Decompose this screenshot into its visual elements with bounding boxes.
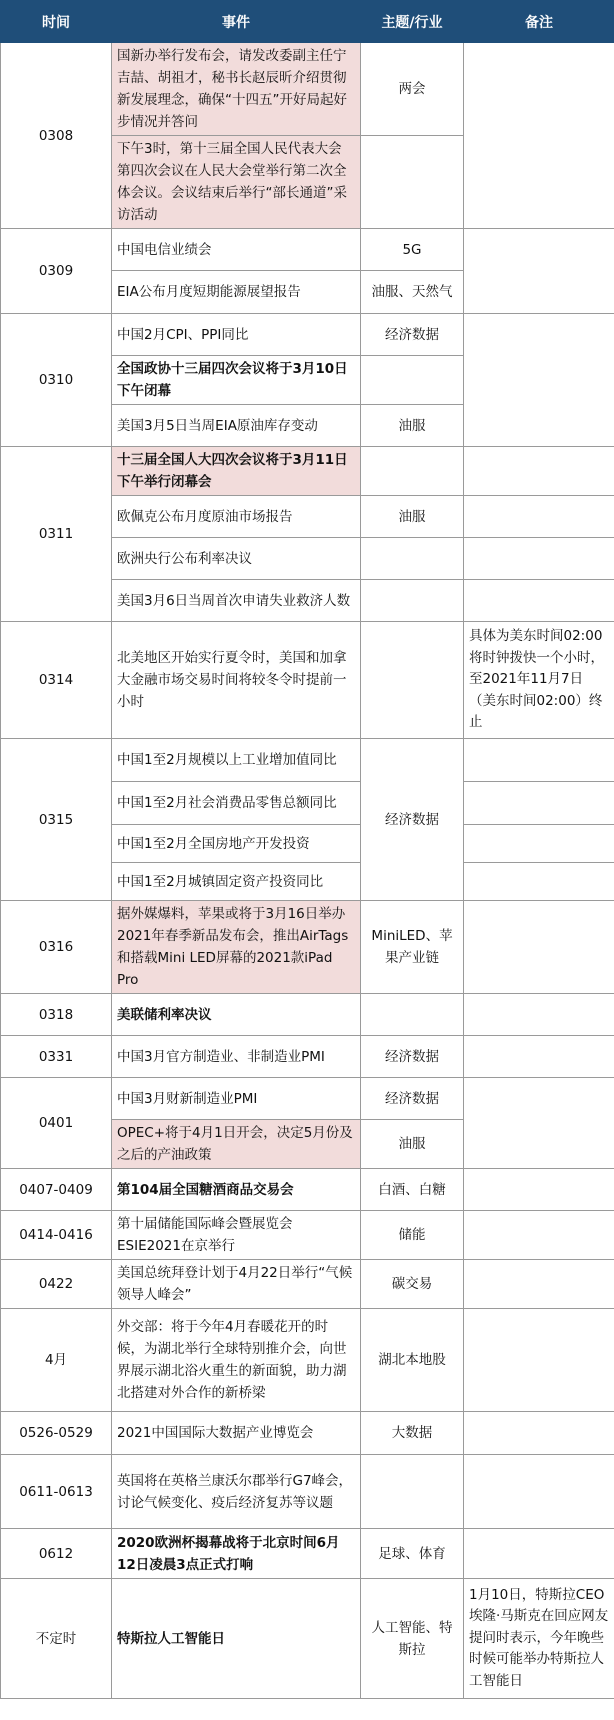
note-cell [464, 1211, 614, 1260]
event-cell: 第十届储能国际峰会暨展览会ESIE2021在京举行 [112, 1211, 361, 1260]
industry-cell: 油服、天然气 [361, 271, 464, 314]
note-cell [464, 1036, 614, 1078]
event-cell: 美国总统拜登计划于4月22日举行“气候领导人峰会” [112, 1260, 361, 1309]
industry-cell: 白酒、白糖 [361, 1169, 464, 1211]
note-cell [464, 447, 614, 496]
time-cell: 0612 [1, 1529, 112, 1579]
table-row [1, 314, 614, 356]
event-cell: 外交部：将于今年4月春暖花开的时候，为湖北举行全球特别推介会，向世界展示湖北浴火重生的新面貌，助力湖北搭建对外合作的新桥梁 [112, 1309, 361, 1412]
table-row [1, 447, 614, 496]
table-row [1, 1036, 614, 1078]
industry-cell [361, 538, 464, 580]
event-cell: 国新办举行发布会，请发改委副主任宁吉喆、胡祖才，秘书长赵辰昕介绍贯彻新发展理念，确保“十四五”开好局起好步情况并答问 [112, 43, 361, 136]
event-cell: 中国3月财新制造业PMI [112, 1078, 361, 1120]
event-cell: 中国2月CPI、PPI同比 [112, 314, 361, 356]
event-cell: 中国1至2月全国房地产开发投资 [112, 825, 361, 863]
industry-cell: 碳交易 [361, 1260, 464, 1309]
event-cell: 十三届全国人大四次会议将于3月11日下午举行闭幕会 [112, 447, 361, 496]
event-cell: 英国将在英格兰康沃尔郡举行G7峰会，讨论气候变化、疫后经济复苏等议题 [112, 1455, 361, 1529]
note-cell [464, 1169, 614, 1211]
time-cell: 0401 [1, 1078, 112, 1169]
table-row [1, 739, 614, 782]
note-cell [464, 1309, 614, 1412]
industry-cell [361, 1455, 464, 1529]
time-cell: 0311 [1, 447, 112, 622]
note-cell [464, 863, 614, 901]
time-cell: 0422 [1, 1260, 112, 1309]
industry-cell [361, 580, 464, 622]
header-row [1, 1, 614, 43]
industry-cell [361, 447, 464, 496]
table-row [1, 229, 614, 271]
industry-cell: 经济数据 [361, 1078, 464, 1120]
industry-cell: 5G [361, 229, 464, 271]
note-cell [464, 43, 614, 229]
industry-cell: 大数据 [361, 1412, 464, 1455]
table-row [1, 1579, 614, 1699]
time-cell: 4月 [1, 1309, 112, 1412]
note-cell [464, 1412, 614, 1455]
time-cell: 0331 [1, 1036, 112, 1078]
header-event: 事件 [112, 1, 361, 43]
event-cell: 全国政协十三届四次会议将于3月10日下午闭幕 [112, 356, 361, 405]
note-cell [464, 994, 614, 1036]
table-row [1, 1529, 614, 1579]
industry-cell: 经济数据 [361, 1036, 464, 1078]
time-cell: 0407-0409 [1, 1169, 112, 1211]
event-cell: 据外媒爆料，苹果或将于3月16日举办2021年春季新品发布会，推出AirTags和搭载Mini LED屏幕的2021款iPad Pro [112, 901, 361, 994]
industry-cell: 油服 [361, 496, 464, 538]
industry-cell [361, 356, 464, 405]
event-cell: 北美地区开始实行夏令时，美国和加拿大金融市场交易时间将较冬令时提前一小时 [112, 622, 361, 739]
note-cell [464, 1455, 614, 1529]
note-cell [464, 901, 614, 994]
note-cell [464, 782, 614, 825]
table-row [1, 994, 614, 1036]
industry-cell: 储能 [361, 1211, 464, 1260]
industry-cell: 油服 [361, 1120, 464, 1169]
time-cell: 0318 [1, 994, 112, 1036]
event-cell: 欧佩克公布月度原油市场报告 [112, 496, 361, 538]
note-cell: 1月10日，特斯拉CEO埃隆·马斯克在回应网友提问时表示，今年晚些时候可能举办特斯拉人工智能日 [464, 1579, 614, 1699]
time-cell: 0414-0416 [1, 1211, 112, 1260]
time-cell: 0611-0613 [1, 1455, 112, 1529]
header-industry: 主题/行业 [361, 1, 464, 43]
event-cell: 下午3时，第十三届全国人民代表大会第四次会议在人民大会堂举行第二次全体会议。会议结束后举行“部长通道”采访活动 [112, 136, 361, 229]
event-cell: 美联储利率决议 [112, 994, 361, 1036]
time-cell: 0526-0529 [1, 1412, 112, 1455]
table-row [1, 1078, 614, 1120]
note-cell [464, 1529, 614, 1579]
event-cell: 2020欧洲杯揭幕战将于北京时间6月12日凌晨3点正式打响 [112, 1529, 361, 1579]
industry-cell: 油服 [361, 405, 464, 447]
event-cell: OPEC+将于4月1日开会，决定5月份及之后的产油政策 [112, 1120, 361, 1169]
note-cell: 具体为美东时间02:00将时钟拨快一个小时，至2021年11月7日（美东时间02:00）终止 [464, 622, 614, 739]
table-row [1, 1169, 614, 1211]
table-row [1, 43, 614, 136]
table-row [1, 1211, 614, 1260]
industry-cell: 经济数据 [361, 739, 464, 901]
event-cell: 美国3月6日当周首次申请失业救济人数 [112, 580, 361, 622]
event-cell: 中国1至2月社会消费品零售总额同比 [112, 782, 361, 825]
event-cell: 特斯拉人工智能日 [112, 1579, 361, 1699]
note-cell [464, 1260, 614, 1309]
note-cell [464, 229, 614, 314]
note-cell [464, 825, 614, 863]
industry-cell: 足球、体育 [361, 1529, 464, 1579]
event-cell: 中国1至2月城镇固定资产投资同比 [112, 863, 361, 901]
time-cell: 0309 [1, 229, 112, 314]
time-cell: 不定时 [1, 1579, 112, 1699]
table-row [1, 1412, 614, 1455]
note-cell [464, 580, 614, 622]
time-cell: 0314 [1, 622, 112, 739]
table-row [1, 1309, 614, 1412]
industry-cell [361, 994, 464, 1036]
time-cell: 0316 [1, 901, 112, 994]
industry-cell: MiniLED、苹果产业链 [361, 901, 464, 994]
note-cell [464, 1078, 614, 1169]
industry-cell: 两会 [361, 43, 464, 136]
table-row [1, 901, 614, 994]
time-cell: 0310 [1, 314, 112, 447]
event-cell: EIA公布月度短期能源展望报告 [112, 271, 361, 314]
time-cell: 0315 [1, 739, 112, 901]
event-cell: 2021中国国际大数据产业博览会 [112, 1412, 361, 1455]
table-row [1, 1455, 614, 1529]
industry-cell: 经济数据 [361, 314, 464, 356]
note-cell [464, 538, 614, 580]
event-cell: 中国3月官方制造业、非制造业PMI [112, 1036, 361, 1078]
header-note: 备注 [464, 1, 614, 43]
industry-cell: 湖北本地股 [361, 1309, 464, 1412]
header-time: 时间 [1, 1, 112, 43]
industry-cell: 人工智能、特斯拉 [361, 1579, 464, 1699]
table-row [1, 622, 614, 739]
industry-cell [361, 622, 464, 739]
note-cell [464, 739, 614, 782]
event-cell: 第104届全国糖酒商品交易会 [112, 1169, 361, 1211]
note-cell [464, 314, 614, 447]
event-cell: 美国3月5日当周EIA原油库存变动 [112, 405, 361, 447]
table-row [1, 1260, 614, 1309]
industry-cell [361, 136, 464, 229]
event-cell: 中国电信业绩会 [112, 229, 361, 271]
event-cell: 欧洲央行公布利率决议 [112, 538, 361, 580]
event-cell: 中国1至2月规模以上工业增加值同比 [112, 739, 361, 782]
time-cell: 0308 [1, 43, 112, 229]
note-cell [464, 496, 614, 538]
